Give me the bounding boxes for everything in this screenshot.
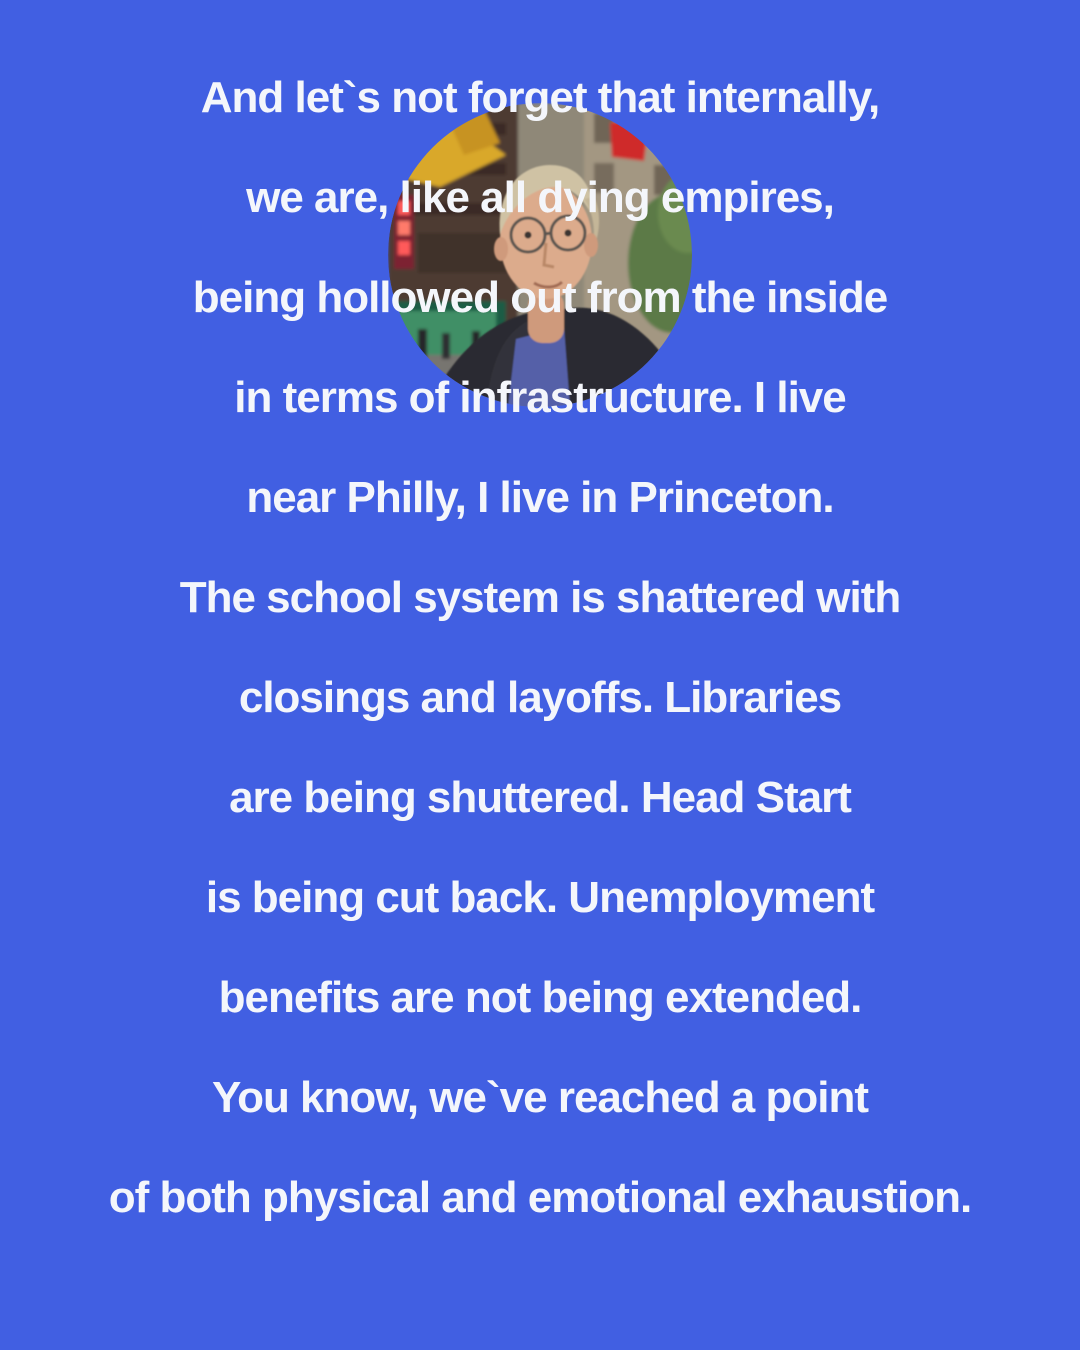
quote-line: closings and layoffs. Libraries [238,673,842,722]
quote-line: is being cut back. Unemployment [205,873,875,922]
quote-line: being hollowed out from the inside [192,273,888,322]
quote-line: You know, we`ve reached a point [211,1073,869,1122]
quote-line: near Philly, I live in Princeton. [246,473,834,522]
quote-line: in terms of infrastructure. I live [234,373,846,422]
quote-line: of both physical and emotional exhaustion. [108,1173,972,1222]
quote-line: The school system is shattered with [179,573,901,622]
quote-line: we are, like all dying empires, [246,173,834,222]
quote-line: benefits are not being extended. [218,973,862,1022]
quote-line: are being shuttered. Head Start [229,773,851,822]
quote-text [0,48,1080,1248]
quote-line: And let`s not forget that internally, [200,73,880,122]
